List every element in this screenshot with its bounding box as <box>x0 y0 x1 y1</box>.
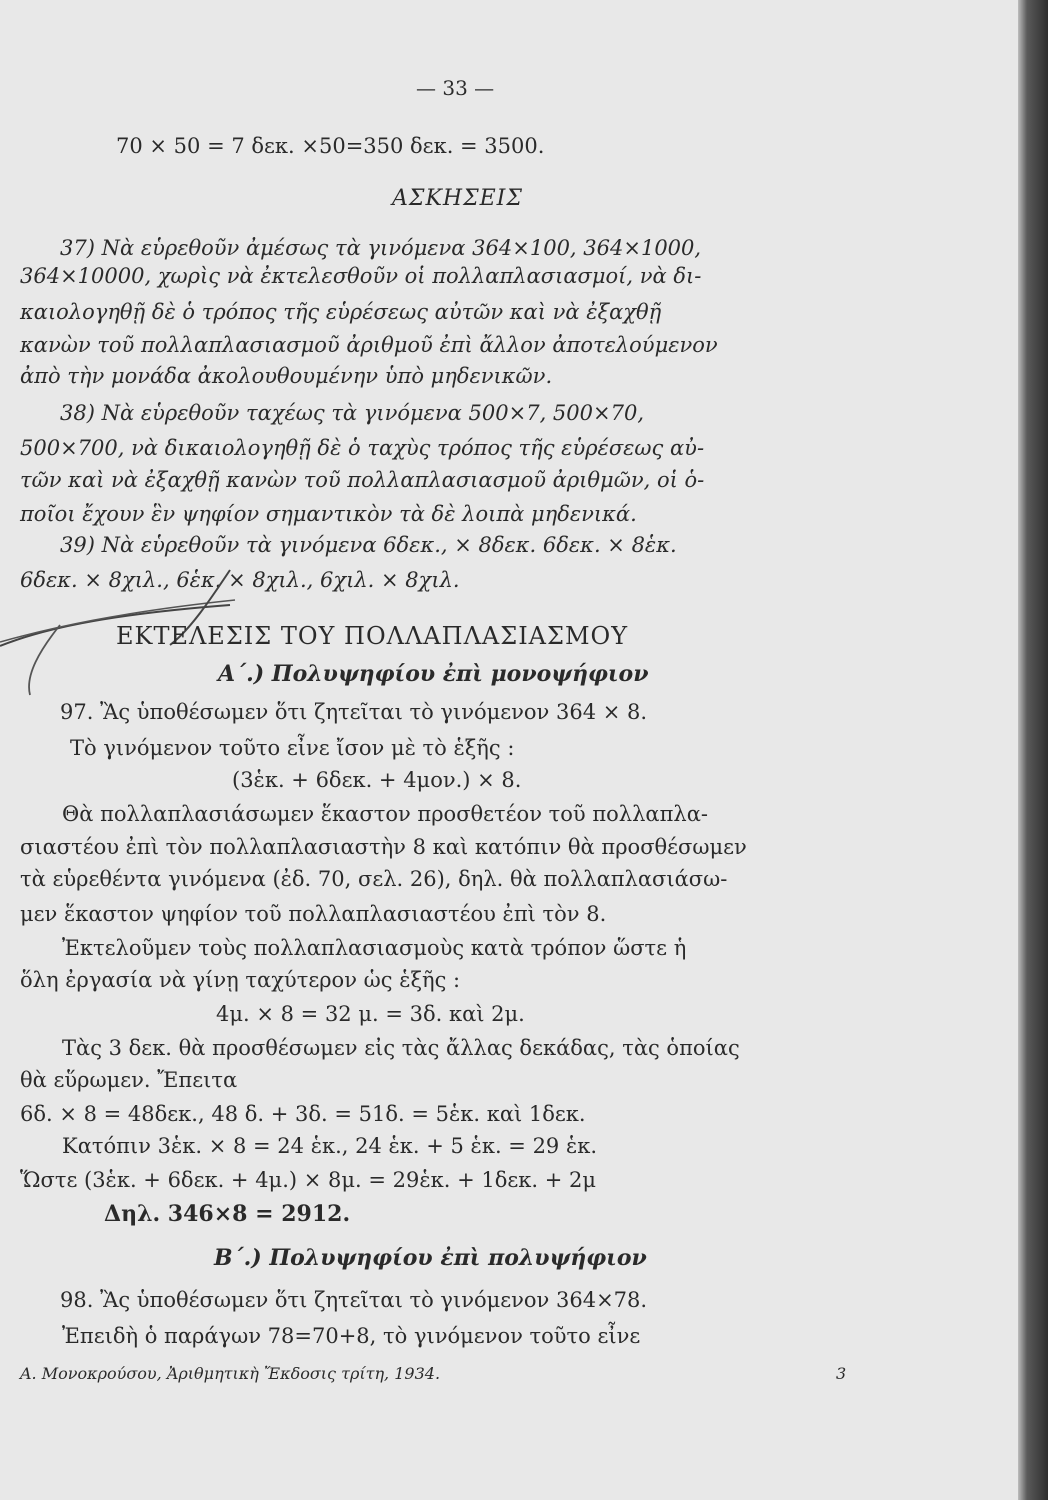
par97-line-8: Ἐκτελοῦμεν τοὺς πολλαπλασιασμοὺς κατὰ τρόπον ὥστε ἡ <box>62 936 687 960</box>
par97-line-4: Θὰ πολλαπλασιάσωμεν ἕκαστον προσθετέον τοῦ πολλαπλα- <box>62 802 708 826</box>
footer-imprint: Α. Μονοκρούσου, Ἀριθμητικὴ Ἔκδοσις τρίτη, 1934. <box>20 1364 441 1383</box>
footer-signature: 3 <box>836 1364 847 1383</box>
ex37-line-2: 364×10000, χωρὶς νὰ ἐκτελεσθοῦν οἱ πολλαπλασιασμοί, νὰ δι- <box>20 264 702 288</box>
ex38-line-1: 38) Νὰ εὑρεθοῦν ταχέως τὰ γινόμενα 500×7, 500×70, <box>60 401 644 425</box>
calc-line-3: θὰ εὕρωμεν. Ἔπειτα <box>20 1068 238 1092</box>
calc-line-5: Κατόπιν 3ἑκ. × 8 = 24 ἑκ., 24 ἑκ. + 5 ἑκ. = 29 ἑκ. <box>62 1134 598 1158</box>
calc-line-1: 4μ. × 8 = 32 μ. = 3δ. καὶ 2μ. <box>216 1002 525 1026</box>
par97-line-6: τὰ εὑρεθέντα γινόμενα (ἐδ. 70, σελ. 26), δηλ. θὰ πολλαπλασιάσω- <box>20 867 728 891</box>
ex37-line-5: ἀπὸ τὴν μονάδα ἀκολουθουμένην ὑπὸ μηδενικῶν. <box>20 364 553 388</box>
ex38-line-3: τῶν καὶ νὰ ἐξαχθῇ κανὼν τοῦ πολλαπλασιασμοῦ ἀριθμῶν, οἱ ὁ- <box>20 468 705 492</box>
subsection-a-heading: Α΄.) Πολυψηφίου ἐπὶ μονοψήφιον <box>218 661 649 687</box>
calc-line-2: Τὰς 3 δεκ. θὰ προσθέσωμεν εἰς τὰς ἄλλας δεκάδας, τὰς ὁποίας <box>62 1036 740 1060</box>
par98-line-2: Ἐπειδὴ ὁ παράγων 78=70+8, τὸ γινόμενον τοῦτο εἶνε <box>62 1324 641 1348</box>
exercises-heading: ΑΣΚΗΣΕΙΣ <box>392 186 523 211</box>
ex39-line-1: 39) Νὰ εὑρεθοῦν τὰ γινόμενα 6δεκ., × 8δεκ. 6δεκ. × 8ἑκ. <box>60 533 677 557</box>
calc-line-6: Ὥστε (3ἑκ. + 6δεκ. + 4μ.) × 8μ. = 29ἑκ. + 1δεκ. + 2μ <box>20 1168 597 1192</box>
par97-line-9: ὅλη ἐργασία νὰ γίνῃ ταχύτερον ὡς ἑξῆς : <box>20 968 461 992</box>
par97-line-2: Τὸ γινόμενον τοῦτο εἶνε ἴσον μὲ τὸ ἑξῆς : <box>70 736 515 760</box>
page-edge-shadow <box>1018 0 1048 1500</box>
ex37-line-4: κανὼν τοῦ πολλαπλασιασμοῦ ἀριθμοῦ ἐπὶ ἄλλον ἀποτελούμενον <box>20 333 718 357</box>
section-heading: ΕΚΤΕΛΕΣΙΣ ΤΟΥ ΠΟΛΛΑΠΛΑΣΙΑΣΜΟΥ <box>116 622 629 650</box>
par98-line-1: 98. Ἂς ὑποθέσωμεν ὅτι ζητεῖται τὸ γινόμενον 364×78. <box>60 1288 648 1312</box>
subsection-b-heading: Β΄.) Πολυψηφίου ἐπὶ πολυψήφιον <box>214 1245 647 1271</box>
ex37-line-1: 37) Νὰ εὑρεθοῦν ἀμέσως τὰ γινόμενα 364×100, 364×1000, <box>60 236 702 260</box>
par97-line-3: (3ἑκ. + 6δεκ. + 4μον.) × 8. <box>232 768 522 792</box>
intro-line: 70 × 50 = 7 δεκ. ×50=350 δεκ. = 3500. <box>116 134 545 158</box>
ex39-line-2: 6δεκ. × 8χιλ., 6ἑκ. × 8χιλ., 6χιλ. × 8χιλ. <box>20 568 460 592</box>
page-number: — 33 — <box>416 76 495 100</box>
par97-line-5: σιαστέου ἐπὶ τὸν πολλαπλασιαστὴν 8 καὶ κατόπιν θὰ προσθέσωμεν <box>20 835 747 859</box>
calc-result: Δηλ. 346×8 = 2912. <box>104 1201 351 1227</box>
par97-line-1: 97. Ἂς ὑποθέσωμεν ὅτι ζητεῖται τὸ γινόμενον 364 × 8. <box>60 700 648 724</box>
calc-line-4: 6δ. × 8 = 48δεκ., 48 δ. + 3δ. = 51δ. = 5ἑκ. καὶ 1δεκ. <box>20 1102 586 1126</box>
ex38-line-2: 500×700, νὰ δικαιολογηθῇ δὲ ὁ ταχὺς τρόπος τῆς εὑρέσεως αὐ- <box>20 436 705 460</box>
ex37-line-3: καιολογηθῇ δὲ ὁ τρόπος τῆς εὑρέσεως αὐτῶν καὶ νὰ ἐξαχθῇ <box>20 300 662 324</box>
par97-line-7: μεν ἕκαστον ψηφίον τοῦ πολλαπλασιαστέου ἐπὶ τὸν 8. <box>20 902 607 926</box>
ex38-line-4: ποῖοι ἔχουν ἓν ψηφίον σημαντικὸν τὰ δὲ λοιπὰ μηδενικά. <box>20 502 637 526</box>
